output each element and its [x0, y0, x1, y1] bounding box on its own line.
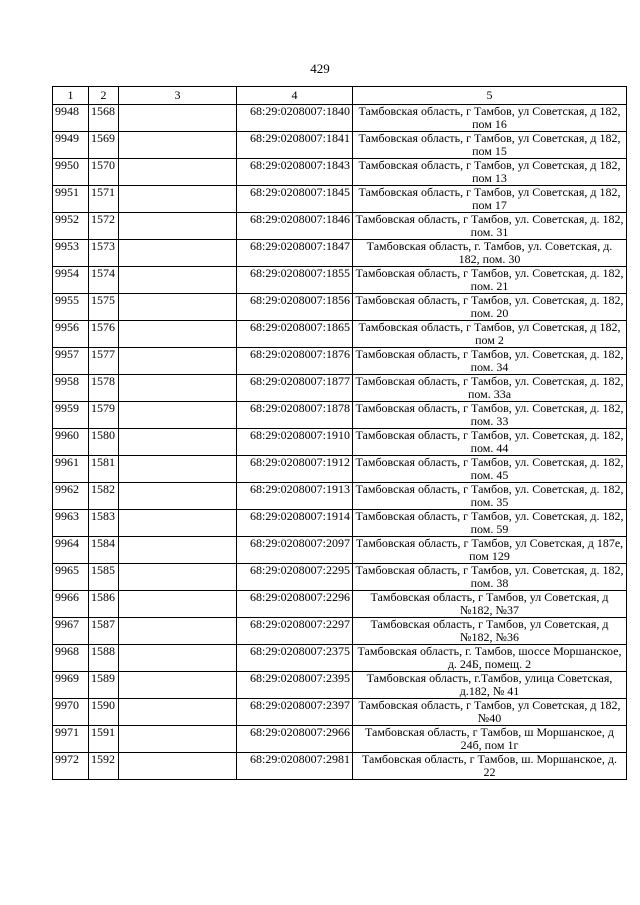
item-number-cell: 1572	[89, 213, 119, 240]
address-cell: Тамбовская область, г Тамбов, ш Моршанское, д 24б, пом 1г	[353, 726, 627, 753]
cadastral-number-cell: 68:29:0208007:1913	[237, 483, 353, 510]
address-cell: Тамбовская область, г Тамбов, ул Советская, д 182, пом 17	[353, 186, 627, 213]
cadastral-number-cell: 68:29:0208007:2097	[237, 537, 353, 564]
empty-cell	[119, 483, 237, 510]
table-row	[53, 753, 627, 780]
address-cell: Тамбовская область, г Тамбов, ул Советская, д 182, пом 13	[353, 159, 627, 186]
cadastral-number-cell: 68:29:0208007:2966	[237, 726, 353, 753]
empty-cell	[119, 132, 237, 159]
table-row	[53, 213, 627, 240]
cadastral-number-cell: 68:29:0208007:1846	[237, 213, 353, 240]
address-cell: Тамбовская область, г. Тамбов, шоссе Моршанское, д. 24Б, помещ. 2	[353, 645, 627, 672]
address-cell: Тамбовская область, г Тамбов, ул Советская, д 182, пом 2	[353, 321, 627, 348]
cadastral-number-cell: 68:29:0208007:1877	[237, 375, 353, 402]
item-number-cell: 1590	[89, 699, 119, 726]
item-number-cell: 1576	[89, 321, 119, 348]
item-number-cell: 1571	[89, 186, 119, 213]
item-number-cell: 1585	[89, 564, 119, 591]
address-cell: Тамбовская область, г Тамбов, ул Советская, д 182, пом 15	[353, 132, 627, 159]
cadastral-number-cell: 68:29:0208007:2981	[237, 753, 353, 780]
item-number-cell: 1589	[89, 672, 119, 699]
address-cell: Тамбовская область, г Тамбов, ул. Советская, д. 182, пом. 34	[353, 348, 627, 375]
table-row	[53, 348, 627, 375]
address-cell: Тамбовская область, г.Тамбов, улица Советская, д.182, № 41	[353, 672, 627, 699]
cadastral-number-cell: 68:29:0208007:2395	[237, 672, 353, 699]
row-number-cell: 9972	[53, 753, 89, 780]
item-number-cell: 1573	[89, 240, 119, 267]
table-row	[53, 294, 627, 321]
row-number-cell: 9955	[53, 294, 89, 321]
empty-cell	[119, 294, 237, 321]
item-number-cell: 1583	[89, 510, 119, 537]
row-number-cell: 9970	[53, 699, 89, 726]
cadastral-number-cell: 68:29:0208007:2297	[237, 618, 353, 645]
table-row	[53, 645, 627, 672]
table-row	[53, 321, 627, 348]
address-cell: Тамбовская область, г Тамбов, ул. Советская, д. 182, пом. 33	[353, 402, 627, 429]
address-cell: Тамбовская область, г Тамбов, ул Советская, д 187е, пом 129	[353, 537, 627, 564]
table-row	[53, 456, 627, 483]
table-row	[53, 672, 627, 699]
cadastral-number-cell: 68:29:0208007:1865	[237, 321, 353, 348]
item-number-cell: 1586	[89, 591, 119, 618]
cadastral-number-cell: 68:29:0208007:2375	[237, 645, 353, 672]
empty-cell	[119, 159, 237, 186]
row-number-cell: 9949	[53, 132, 89, 159]
address-cell: Тамбовская область, г Тамбов, ул. Советская, д. 182, пом. 59	[353, 510, 627, 537]
address-cell: Тамбовская область, г Тамбов, ул. Советская, д. 182, пом. 45	[353, 456, 627, 483]
row-number-cell: 9962	[53, 483, 89, 510]
empty-cell	[119, 105, 237, 132]
row-number-cell: 9954	[53, 267, 89, 294]
cadastral-number-cell: 68:29:0208007:1847	[237, 240, 353, 267]
cadastral-number-cell: 68:29:0208007:1845	[237, 186, 353, 213]
address-cell: Тамбовская область, г Тамбов, ул. Советская, д. 182, пом. 20	[353, 294, 627, 321]
table-row	[53, 537, 627, 564]
row-number-cell: 9967	[53, 618, 89, 645]
table-row	[53, 726, 627, 753]
cadastral-number-cell: 68:29:0208007:1840	[237, 105, 353, 132]
cadastral-number-cell: 68:29:0208007:1912	[237, 456, 353, 483]
item-number-cell: 1592	[89, 753, 119, 780]
item-number-cell: 1584	[89, 537, 119, 564]
address-cell: Тамбовская область, г. Тамбов, ул. Советская, д. 182, пом. 30	[353, 240, 627, 267]
empty-cell	[119, 564, 237, 591]
address-cell: Тамбовская область, г Тамбов, ул. Советская, д. 182, пом. 35	[353, 483, 627, 510]
row-number-cell: 9964	[53, 537, 89, 564]
row-number-cell: 9958	[53, 375, 89, 402]
address-cell: Тамбовская область, г Тамбов, ул Советская, д №182, №37	[353, 591, 627, 618]
empty-cell	[119, 537, 237, 564]
row-number-cell: 9971	[53, 726, 89, 753]
table-row	[53, 483, 627, 510]
row-number-cell: 9959	[53, 402, 89, 429]
table-row	[53, 699, 627, 726]
item-number-cell: 1568	[89, 105, 119, 132]
address-cell: Тамбовская область, г Тамбов, ул. Советская, д. 182, пом. 38	[353, 564, 627, 591]
item-number-cell: 1570	[89, 159, 119, 186]
empty-cell	[119, 429, 237, 456]
table-row	[53, 132, 627, 159]
cadastral-number-cell: 68:29:0208007:1855	[237, 267, 353, 294]
item-number-cell: 1591	[89, 726, 119, 753]
cadastral-number-cell: 68:29:0208007:2296	[237, 591, 353, 618]
cadastral-number-cell: 68:29:0208007:1843	[237, 159, 353, 186]
empty-cell	[119, 267, 237, 294]
empty-cell	[119, 699, 237, 726]
column-header-5: 5	[353, 87, 627, 105]
empty-cell	[119, 753, 237, 780]
item-number-cell: 1582	[89, 483, 119, 510]
header-row	[53, 87, 627, 105]
table-row	[53, 375, 627, 402]
cadastral-number-cell: 68:29:0208007:1856	[237, 294, 353, 321]
item-number-cell: 1577	[89, 348, 119, 375]
row-number-cell: 9948	[53, 105, 89, 132]
page-number: 429	[310, 61, 330, 76]
item-number-cell: 1579	[89, 402, 119, 429]
item-number-cell: 1578	[89, 375, 119, 402]
table-row	[53, 240, 627, 267]
table-row	[53, 429, 627, 456]
table-row	[53, 591, 627, 618]
address-cell: Тамбовская область, г Тамбов, ул Советская, д №182, №36	[353, 618, 627, 645]
table-row	[53, 402, 627, 429]
table-row	[53, 510, 627, 537]
empty-cell	[119, 645, 237, 672]
table-row	[53, 159, 627, 186]
row-number-cell: 9950	[53, 159, 89, 186]
cadastral-number-cell: 68:29:0208007:2397	[237, 699, 353, 726]
row-number-cell: 9960	[53, 429, 89, 456]
row-number-cell: 9951	[53, 186, 89, 213]
empty-cell	[119, 213, 237, 240]
cadastral-number-cell: 68:29:0208007:2295	[237, 564, 353, 591]
row-number-cell: 9969	[53, 672, 89, 699]
item-number-cell: 1580	[89, 429, 119, 456]
empty-cell	[119, 672, 237, 699]
item-number-cell: 1569	[89, 132, 119, 159]
row-number-cell: 9956	[53, 321, 89, 348]
empty-cell	[119, 510, 237, 537]
table-row	[53, 618, 627, 645]
address-cell: Тамбовская область, г Тамбов, ул. Советская, д. 182, пом. 44	[353, 429, 627, 456]
cadastral-number-cell: 68:29:0208007:1910	[237, 429, 353, 456]
address-cell: Тамбовская область, г Тамбов, ул Советская, д 182, пом 16	[353, 105, 627, 132]
item-number-cell: 1575	[89, 294, 119, 321]
registry-table	[52, 86, 627, 780]
row-number-cell: 9961	[53, 456, 89, 483]
table-row	[53, 105, 627, 132]
cadastral-number-cell: 68:29:0208007:1876	[237, 348, 353, 375]
item-number-cell: 1588	[89, 645, 119, 672]
row-number-cell: 9957	[53, 348, 89, 375]
item-number-cell: 1581	[89, 456, 119, 483]
cadastral-number-cell: 68:29:0208007:1841	[237, 132, 353, 159]
table-row	[53, 564, 627, 591]
table-row	[53, 186, 627, 213]
cadastral-number-cell: 68:29:0208007:1914	[237, 510, 353, 537]
empty-cell	[119, 618, 237, 645]
empty-cell	[119, 726, 237, 753]
row-number-cell: 9953	[53, 240, 89, 267]
empty-cell	[119, 591, 237, 618]
item-number-cell: 1574	[89, 267, 119, 294]
empty-cell	[119, 348, 237, 375]
row-number-cell: 9963	[53, 510, 89, 537]
empty-cell	[119, 240, 237, 267]
table-row	[53, 267, 627, 294]
column-header-3: 3	[119, 87, 237, 105]
address-cell: Тамбовская область, г Тамбов, ул Советская, д 182, №40	[353, 699, 627, 726]
address-cell: Тамбовская область, г Тамбов, ш. Моршанское, д. 22	[353, 753, 627, 780]
address-cell: Тамбовская область, г Тамбов, ул. Советская, д. 182, пом. 33а	[353, 375, 627, 402]
empty-cell	[119, 321, 237, 348]
empty-cell	[119, 456, 237, 483]
row-number-cell: 9952	[53, 213, 89, 240]
item-number-cell: 1587	[89, 618, 119, 645]
address-cell: Тамбовская область, г Тамбов, ул. Советская, д. 182, пом. 21	[353, 267, 627, 294]
empty-cell	[119, 402, 237, 429]
row-number-cell: 9966	[53, 591, 89, 618]
row-number-cell: 9965	[53, 564, 89, 591]
address-cell: Тамбовская область, г Тамбов, ул. Советская, д. 182, пом. 31	[353, 213, 627, 240]
column-header-4: 4	[237, 87, 353, 105]
row-number-cell: 9968	[53, 645, 89, 672]
column-header-2: 2	[89, 87, 119, 105]
empty-cell	[119, 186, 237, 213]
column-header-1: 1	[53, 87, 89, 105]
empty-cell	[119, 375, 237, 402]
cadastral-number-cell: 68:29:0208007:1878	[237, 402, 353, 429]
